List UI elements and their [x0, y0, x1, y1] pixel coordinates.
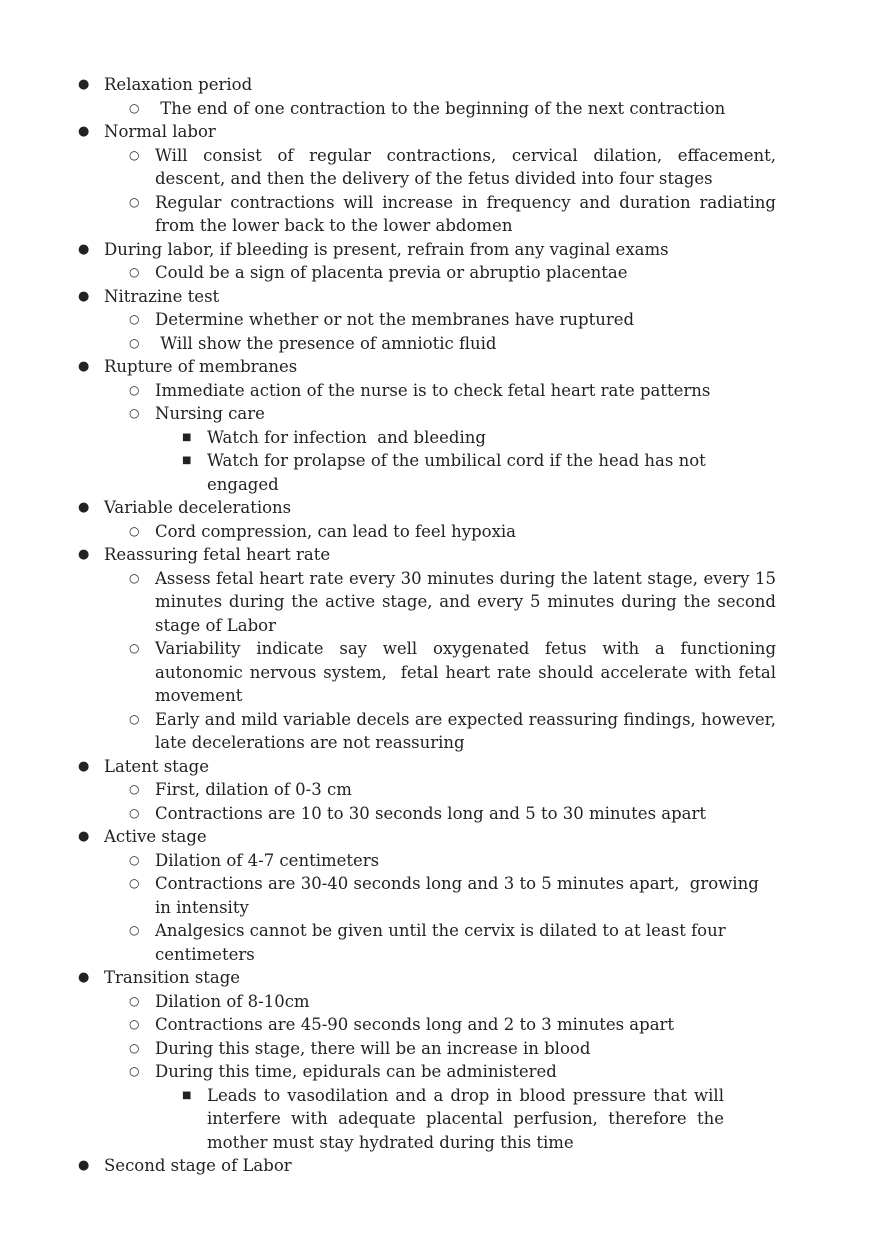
disc-bullet-icon: ● [78, 241, 90, 257]
circle-bullet-icon: ○ [129, 570, 140, 585]
sub-list [0, 849, 828, 967]
sub-list-item [0, 1060, 828, 1154]
sub-item-text: Assess fetal heart rate every 30 minutes during the latent stage, every 15 minutes during the active stage, and every 5 minutes during the second stage of Labor [155, 568, 776, 635]
list-item [0, 825, 880, 966]
sub-item-text: During this time, epidurals can be administered [155, 1062, 557, 1081]
list-item [0, 73, 880, 120]
sub-item-text: Immediate action of the nurse is to check fetal heart rate patterns [155, 380, 711, 400]
notes-list [0, 73, 880, 1178]
sub-list-item [0, 872, 828, 919]
sub-item-text: Dilation of 8-10cm [155, 991, 310, 1011]
sub-list [0, 261, 828, 285]
circle-bullet-icon: ○ [129, 641, 140, 655]
document-page [0, 73, 880, 1178]
sub-item-text: Cord compression, can lead to feel hypoxia [155, 521, 517, 541]
circle-bullet-icon: ○ [129, 1064, 140, 1078]
sub-item-text: During this stage, there will be an increase in blood [155, 1038, 591, 1058]
item-text: Normal labor [104, 122, 216, 141]
sub-list [0, 520, 828, 544]
circle-bullet-icon: ○ [129, 194, 140, 209]
sub-item-text: Could be a sign of placenta previa or abruptio placentae [155, 263, 628, 282]
circle-bullet-icon: ○ [129, 852, 140, 867]
sub-item-text: Regular contractions will increase in frequency and duration radiating from the lower back to the lower abdomen [155, 192, 776, 235]
sub-item-text: Will show the presence of amniotic fluid [155, 333, 497, 353]
square-bullet-icon: ■ [182, 1089, 192, 1101]
sub-list [0, 97, 828, 121]
disc-bullet-icon: ● [78, 758, 90, 774]
item-text: Latent stage [104, 756, 209, 776]
sub-list-item [0, 144, 828, 191]
item-text: Active stage [104, 827, 207, 846]
sub-item-text: Contractions are 10 to 30 seconds long and 5 to 30 minutes apart [155, 803, 707, 823]
sub-list-item [0, 919, 828, 966]
circle-bullet-icon: ○ [129, 1017, 140, 1031]
sub-list-item [0, 1037, 828, 1061]
disc-bullet-icon: ● [78, 970, 90, 985]
disc-bullet-icon: ● [78, 829, 90, 844]
sub-item-text: Variability indicate say well oxygenated fetus with a functioning autonomic nervous system, fetal heart rate should accelerate with fetal movement [155, 639, 782, 705]
circle-bullet-icon: ○ [129, 1040, 140, 1055]
square-bullet-icon: ■ [182, 455, 192, 466]
sub-list-item [0, 849, 828, 873]
sub-list [0, 144, 828, 238]
sub-list-item [0, 567, 828, 638]
sub-list-item [0, 1013, 828, 1037]
circle-bullet-icon: ○ [129, 876, 140, 890]
sub-list-item [0, 778, 828, 802]
circle-bullet-icon: ○ [129, 805, 140, 820]
sub-sub-item-text: Leads to vasodilation and a drop in blood pressure that will interfere with adequate placental perfusion, therefore the mother must stay hydrated during this time [207, 1085, 724, 1152]
circle-bullet-icon: ○ [129, 923, 140, 937]
circle-bullet-icon: ○ [129, 711, 140, 726]
sub-list-item [0, 802, 828, 826]
list-item [0, 120, 880, 238]
sub-list-item [0, 379, 828, 403]
sub-list-item [0, 708, 828, 755]
circle-bullet-icon: ○ [129, 147, 140, 162]
sub-item-text: Nursing care [155, 404, 265, 423]
sub-list-item [0, 308, 828, 332]
sub-list [0, 308, 828, 355]
sub-sub-item-text: Watch for prolapse of the umbilical cord if the head has not engaged [207, 451, 706, 494]
circle-bullet-icon: ○ [129, 523, 140, 538]
sub-sub-list-item [0, 426, 776, 450]
disc-bullet-icon: ● [78, 124, 90, 139]
item-text: Transition stage [104, 968, 241, 987]
sub-sub-list [0, 426, 776, 497]
sub-list-item [0, 520, 828, 544]
sub-list-item [0, 637, 828, 708]
sub-list [0, 990, 828, 1155]
disc-bullet-icon: ● [78, 500, 90, 515]
sub-list-item [0, 191, 828, 238]
circle-bullet-icon: ○ [129, 406, 140, 420]
sub-item-text: Dilation of 4-7 centimeters [155, 850, 380, 870]
circle-bullet-icon: ○ [129, 335, 140, 350]
circle-bullet-icon: ○ [129, 782, 140, 796]
circle-bullet-icon: ○ [129, 312, 140, 326]
list-item [0, 496, 880, 543]
list-item [0, 238, 880, 285]
disc-bullet-icon: ● [78, 547, 90, 562]
disc-bullet-icon: ● [78, 359, 90, 374]
sub-list [0, 567, 828, 755]
item-text: Rupture of membranes [104, 357, 298, 376]
sub-item-text: Contractions are 30-40 seconds long and 3 to 5 minutes apart, growing in intensity [155, 874, 765, 917]
sub-item-text: The end of one contraction to the beginning of the next contraction [155, 98, 726, 118]
sub-sub-item-text: Watch for infection and bleeding [207, 427, 486, 447]
square-bullet-icon: ■ [182, 431, 192, 443]
list-item [0, 355, 880, 496]
disc-bullet-icon: ● [78, 77, 90, 92]
circle-bullet-icon: ○ [129, 993, 140, 1008]
sub-list-item [0, 990, 828, 1014]
sub-item-text: Early and mild variable decels are expected reassuring findings, however, late decelerations are not reassuring [155, 709, 776, 752]
list-item [0, 543, 880, 755]
item-text: Variable decelerations [104, 498, 292, 517]
list-item [0, 285, 880, 356]
sub-sub-list-item [0, 1084, 776, 1155]
item-text: Relaxation period [104, 75, 253, 94]
sub-list [0, 778, 828, 825]
sub-list-item [0, 97, 828, 121]
sub-item-text: Determine whether or not the membranes have ruptured [155, 310, 635, 329]
sub-sub-list-item [0, 449, 776, 496]
circle-bullet-icon: ○ [129, 265, 140, 279]
sub-item-text: Will consist of regular contractions, cervical dilation, effacement, descent, and then the delivery of the fetus divided into four stages [155, 145, 776, 188]
list-item [0, 755, 880, 826]
item-text: Reassuring fetal heart rate [104, 545, 331, 564]
sub-item-text: First, dilation of 0-3 cm [155, 780, 352, 799]
sub-sub-list [0, 1084, 776, 1155]
sub-list-item [0, 261, 828, 285]
item-text: Second stage of Labor [104, 1156, 292, 1175]
circle-bullet-icon: ○ [129, 382, 140, 397]
sub-list-item [0, 332, 828, 356]
sub-item-text: Contractions are 45-90 seconds long and 2 to 3 minutes apart [155, 1015, 675, 1034]
item-text: Nitrazine test [104, 286, 220, 306]
sub-list [0, 379, 828, 497]
sub-item-text: Analgesics cannot be given until the cervix is dilated to at least four centimeters [155, 921, 726, 964]
disc-bullet-icon: ● [78, 288, 90, 304]
circle-bullet-icon: ○ [129, 100, 140, 115]
sub-list-item [0, 402, 828, 496]
item-text: During labor, if bleeding is present, refrain from any vaginal exams [104, 239, 669, 259]
list-item [0, 966, 880, 1154]
list-item [0, 1154, 880, 1178]
disc-bullet-icon: ● [78, 1158, 90, 1173]
